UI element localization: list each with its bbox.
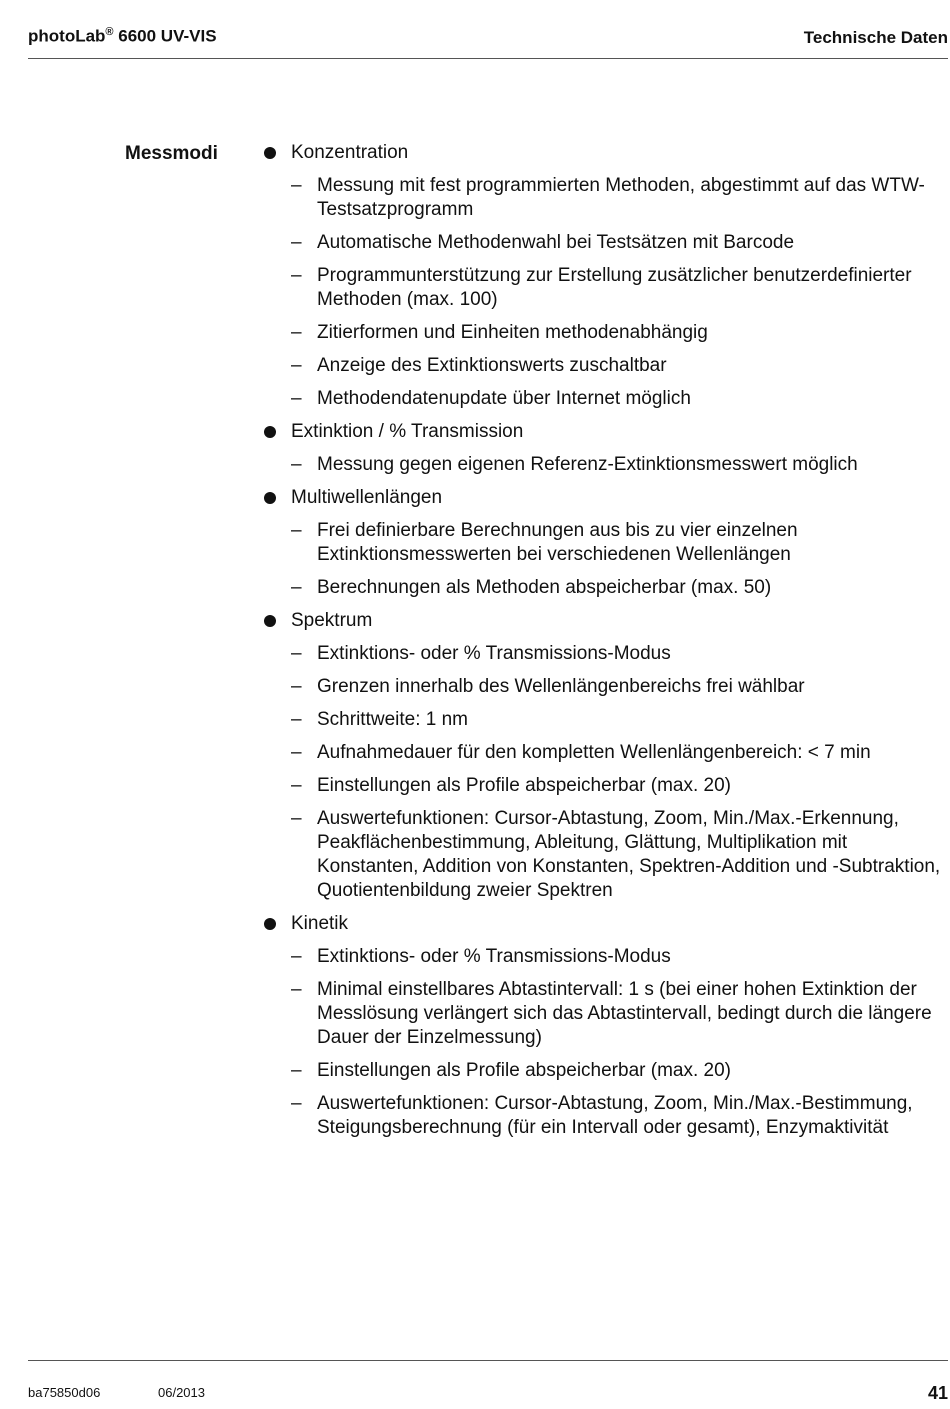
sub-list	[291, 642, 948, 903]
sub-list	[291, 945, 948, 1140]
sub-list-item-text: Einstellungen als Profile abspeicherbar (max. 20)	[317, 775, 731, 796]
sub-list-item-text: Einstellungen als Profile abspeicherbar (max. 20)	[317, 1060, 731, 1081]
sub-list	[291, 174, 948, 411]
bullet-item	[264, 420, 948, 477]
bullet-dot-icon	[264, 615, 276, 627]
header-product-title	[28, 26, 217, 47]
dash-marker: –	[291, 1060, 302, 1081]
sub-list-item-text: Messung gegen eigenen Referenz-Extinktionsmesswert möglich	[317, 454, 858, 475]
sub-list-item	[291, 1092, 948, 1140]
sub-list-item	[291, 741, 948, 765]
sub-list	[291, 519, 948, 600]
sub-list-item-text: Methodendatenupdate über Internet möglich	[317, 388, 691, 409]
sub-list	[291, 453, 948, 477]
bullet-item	[264, 141, 948, 411]
bullet-item	[264, 486, 948, 600]
sub-list-item	[291, 231, 948, 255]
page-footer	[28, 1360, 948, 1401]
sub-list-item	[291, 453, 948, 477]
sub-list-item-text: Schrittweite: 1 nm	[317, 709, 468, 730]
dash-marker: –	[291, 520, 302, 541]
sub-list-item-text: Aufnahmedauer für den kompletten Wellenlängenbereich: < 7 min	[317, 742, 871, 763]
sub-list-item	[291, 519, 948, 567]
sub-list-item	[291, 774, 948, 798]
page-number: 41	[927, 1383, 948, 1403]
dash-marker: –	[291, 175, 302, 196]
bullet-item	[264, 609, 948, 903]
sub-list-item-text: Minimal einstellbares Abtastintervall: 1 s (bei einer hohen Extinktion der Messlösung verlängert sich das Abtastintervall, bedingt durch die längere Dauer der Einzelmessung)	[317, 979, 932, 1048]
sub-list-item	[291, 264, 948, 312]
sub-list-item-text: Anzeige des Extinktionswerts zuschaltbar	[317, 355, 667, 376]
page-header	[28, 26, 948, 59]
section-label: Messmodi	[125, 143, 218, 164]
sub-list-item-text: Extinktions- oder % Transmissions-Modus	[317, 643, 671, 664]
sub-list-item	[291, 321, 948, 345]
dash-marker: –	[291, 577, 302, 598]
bullet-dot-icon	[264, 426, 276, 438]
dash-marker: –	[291, 232, 302, 253]
document-code: ba75850d06	[28, 1385, 101, 1400]
dash-marker: –	[291, 1093, 302, 1114]
sub-list-item	[291, 978, 948, 1050]
sub-list-item-text: Zitierformen und Einheiten methodenabhängig	[317, 322, 708, 343]
bullet-item-label: Konzentration	[291, 142, 409, 163]
dash-marker: –	[291, 808, 302, 829]
bullet-dot-icon	[264, 147, 276, 159]
dash-marker: –	[291, 265, 302, 286]
dash-marker: –	[291, 454, 302, 475]
sub-list-item-text: Frei definierbare Berechnungen aus bis zu vier einzelnen Extinktionsmesswerten bei verschiedenen Wellenlängen	[317, 520, 798, 565]
bullet-item-label: Spektrum	[291, 610, 373, 631]
dash-marker: –	[291, 775, 302, 796]
dash-marker: –	[291, 946, 302, 967]
sub-list-item	[291, 807, 948, 903]
dash-marker: –	[291, 355, 302, 376]
dash-marker: –	[291, 388, 302, 409]
dash-marker: –	[291, 709, 302, 730]
header-section-title: Technische Daten	[803, 28, 948, 47]
sub-list-item	[291, 387, 948, 411]
bullet-dot-icon	[264, 918, 276, 930]
bullet-item	[264, 912, 948, 1140]
sub-list-item-text: Extinktions- oder % Transmissions-Modus	[317, 946, 671, 967]
sub-list-item	[291, 1059, 948, 1083]
sub-list-item-text: Auswertefunktionen: Cursor-Abtastung, Zoom, Min./Max.-Bestimmung, Steigungsberechnung (für ein Intervall oder gesamt), Enzymaktivität	[317, 1093, 913, 1138]
sub-list-item-text: Berechnungen als Methoden abspeicherbar (max. 50)	[317, 577, 772, 598]
sub-list-item-text: Programmunterstützung zur Erstellung zusätzlicher benutzerdefinierter Methoden (max. 100)	[317, 265, 912, 310]
bullet-dot-icon	[264, 492, 276, 504]
dash-marker: –	[291, 322, 302, 343]
sub-list-item-text: Automatische Methodenwahl bei Testsätzen mit Barcode	[317, 232, 795, 253]
sub-list-item	[291, 354, 948, 378]
spec-list	[264, 141, 948, 1149]
registered-mark: ®	[105, 26, 114, 38]
sub-list-item-text: Messung mit fest programmierten Methoden, abgestimmt auf das WTW-Testsatzprogramm	[317, 175, 925, 220]
bullet-item-label: Kinetik	[291, 913, 349, 934]
sub-list-item	[291, 576, 948, 600]
sub-list-item	[291, 675, 948, 699]
sub-list-item	[291, 174, 948, 222]
product-model: 6600 UV-VIS	[118, 26, 217, 46]
sub-list-item	[291, 642, 948, 666]
product-name: photoLab	[28, 26, 106, 46]
sub-list-item	[291, 708, 948, 732]
sub-list-item	[291, 945, 948, 969]
dash-marker: –	[291, 742, 302, 763]
dash-marker: –	[291, 643, 302, 664]
sub-list-item-text: Grenzen innerhalb des Wellenlängenbereichs frei wählbar	[317, 676, 805, 697]
dash-marker: –	[291, 979, 302, 1000]
dash-marker: –	[291, 676, 302, 697]
bullet-item-label: Multiwellenlängen	[291, 487, 443, 508]
document-date: 06/2013	[158, 1385, 205, 1400]
sub-list-item-text: Auswertefunktionen: Cursor-Abtastung, Zoom, Min./Max.-Erkennung, Peakflächenbestimmung, Ableitung, Glättung, Multiplikation mit Konstanten, Addition von Konstanten, Spektren-Addition und -Subtraktion, Quotientenbildung zweier Spektren	[317, 808, 941, 901]
bullet-item-label: Extinktion / % Transmission	[291, 421, 524, 442]
